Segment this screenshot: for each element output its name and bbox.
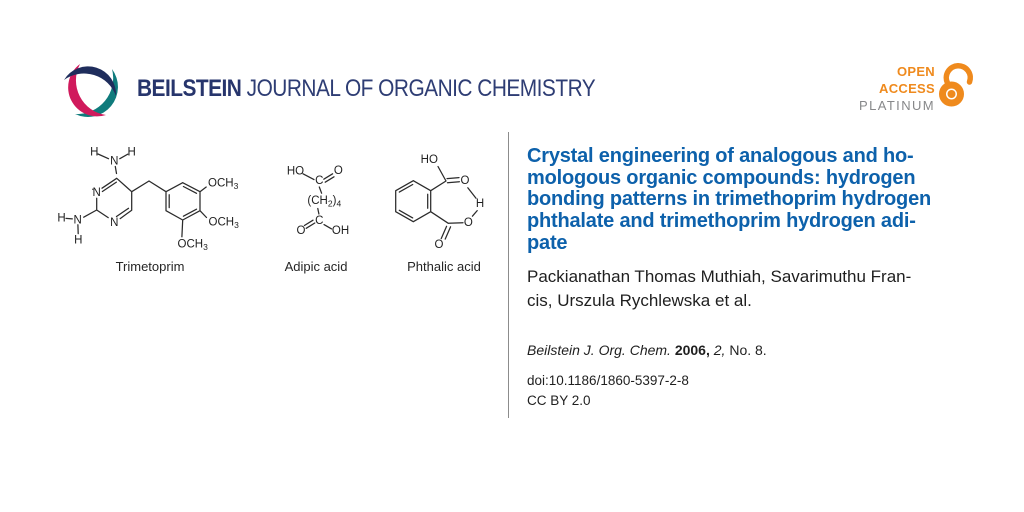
atom-label: H bbox=[90, 146, 99, 159]
trimetoprim-atom-labels bbox=[57, 147, 239, 252]
authors-line: Packianathan Thomas Muthiah, Savarimuthu Fran- bbox=[527, 267, 912, 286]
lock-shackle bbox=[946, 66, 970, 83]
structure-caption-adipic-acid: Adipic acid bbox=[284, 259, 348, 274]
citation-issue: No. 8. bbox=[729, 342, 767, 358]
citation-volume: 2, bbox=[713, 342, 726, 358]
atom-label: H bbox=[127, 146, 136, 159]
atom-label: C bbox=[315, 175, 324, 187]
structure-caption-phthalic-acid: Phthalic acid bbox=[407, 259, 481, 274]
open-access-line2: ACCESS bbox=[879, 81, 935, 96]
journal-name-bold: BEILSTEIN bbox=[137, 75, 242, 102]
atom-label: N bbox=[110, 155, 119, 168]
title-line: pate bbox=[527, 231, 568, 254]
atom-label: H bbox=[475, 198, 485, 211]
vertical-divider bbox=[508, 132, 509, 418]
article-meta bbox=[527, 371, 689, 411]
article-doi: doi:10.1186/1860-5397-2-8 bbox=[527, 373, 689, 388]
lock-keyhole-dot bbox=[948, 90, 956, 98]
title-line: Crystal engineering of analogous and ho- bbox=[527, 145, 914, 167]
title-line: bonding patterns in trimethoprim hydrogen bbox=[527, 188, 932, 211]
citation-year: 2006, bbox=[674, 342, 710, 358]
atom-label: O bbox=[434, 238, 444, 251]
open-access-badge bbox=[859, 63, 935, 114]
beilstein-swirl-logo bbox=[57, 56, 123, 122]
atom-label: N bbox=[92, 186, 101, 199]
phthalic-acid-structure bbox=[390, 145, 495, 257]
title-line: mologous organic compounds: hydrogen bbox=[527, 166, 916, 189]
journal-name-rest: JOURNAL OF ORGANIC CHEMISTRY bbox=[246, 75, 596, 102]
authors-line: cis, Urszula Rychlewska et al. bbox=[527, 291, 752, 310]
article-authors bbox=[527, 265, 911, 313]
atom-label: N bbox=[110, 216, 119, 229]
methylene-chain-label: $(CH_2)_4$ bbox=[307, 194, 342, 209]
atom-label: HO bbox=[420, 154, 438, 167]
open-access-line1: OPEN bbox=[896, 64, 935, 79]
adipic-acid-atom-labels bbox=[287, 165, 349, 237]
atom-label: C bbox=[315, 215, 324, 227]
trimetoprim-bonds bbox=[66, 154, 207, 237]
title-line: phthalate and trimethoprim hydrogen adi- bbox=[527, 210, 916, 233]
atom-label: N bbox=[73, 214, 82, 227]
methoxy-label: $OCH_3$ bbox=[208, 216, 239, 231]
adipic-acid-structure bbox=[278, 158, 358, 243]
article-license: CC BY 2.0 bbox=[527, 393, 591, 408]
structure-caption-trimetoprim: Trimetoprim bbox=[115, 259, 185, 274]
atom-label: HO bbox=[286, 165, 305, 178]
citation-journal: Beilstein J. Org. Chem. bbox=[527, 342, 671, 358]
open-access-lock-icon bbox=[936, 54, 978, 116]
atom-label: H bbox=[57, 212, 66, 225]
atom-label: O bbox=[333, 164, 343, 177]
open-access-platinum: PLATINUM bbox=[859, 98, 935, 113]
atom-label: H bbox=[74, 234, 83, 247]
article-citation bbox=[527, 342, 767, 358]
atom-label: O bbox=[460, 174, 470, 187]
methoxy-label: $OCH_3$ bbox=[177, 238, 208, 252]
trimetoprim-structure bbox=[55, 140, 245, 255]
atom-label: O bbox=[296, 224, 306, 237]
atom-label: O bbox=[463, 217, 473, 230]
article-title bbox=[527, 146, 931, 255]
atom-label: OH bbox=[331, 224, 350, 237]
journal-wordmark bbox=[137, 75, 595, 103]
methoxy-label: $OCH_3$ bbox=[208, 177, 239, 191]
